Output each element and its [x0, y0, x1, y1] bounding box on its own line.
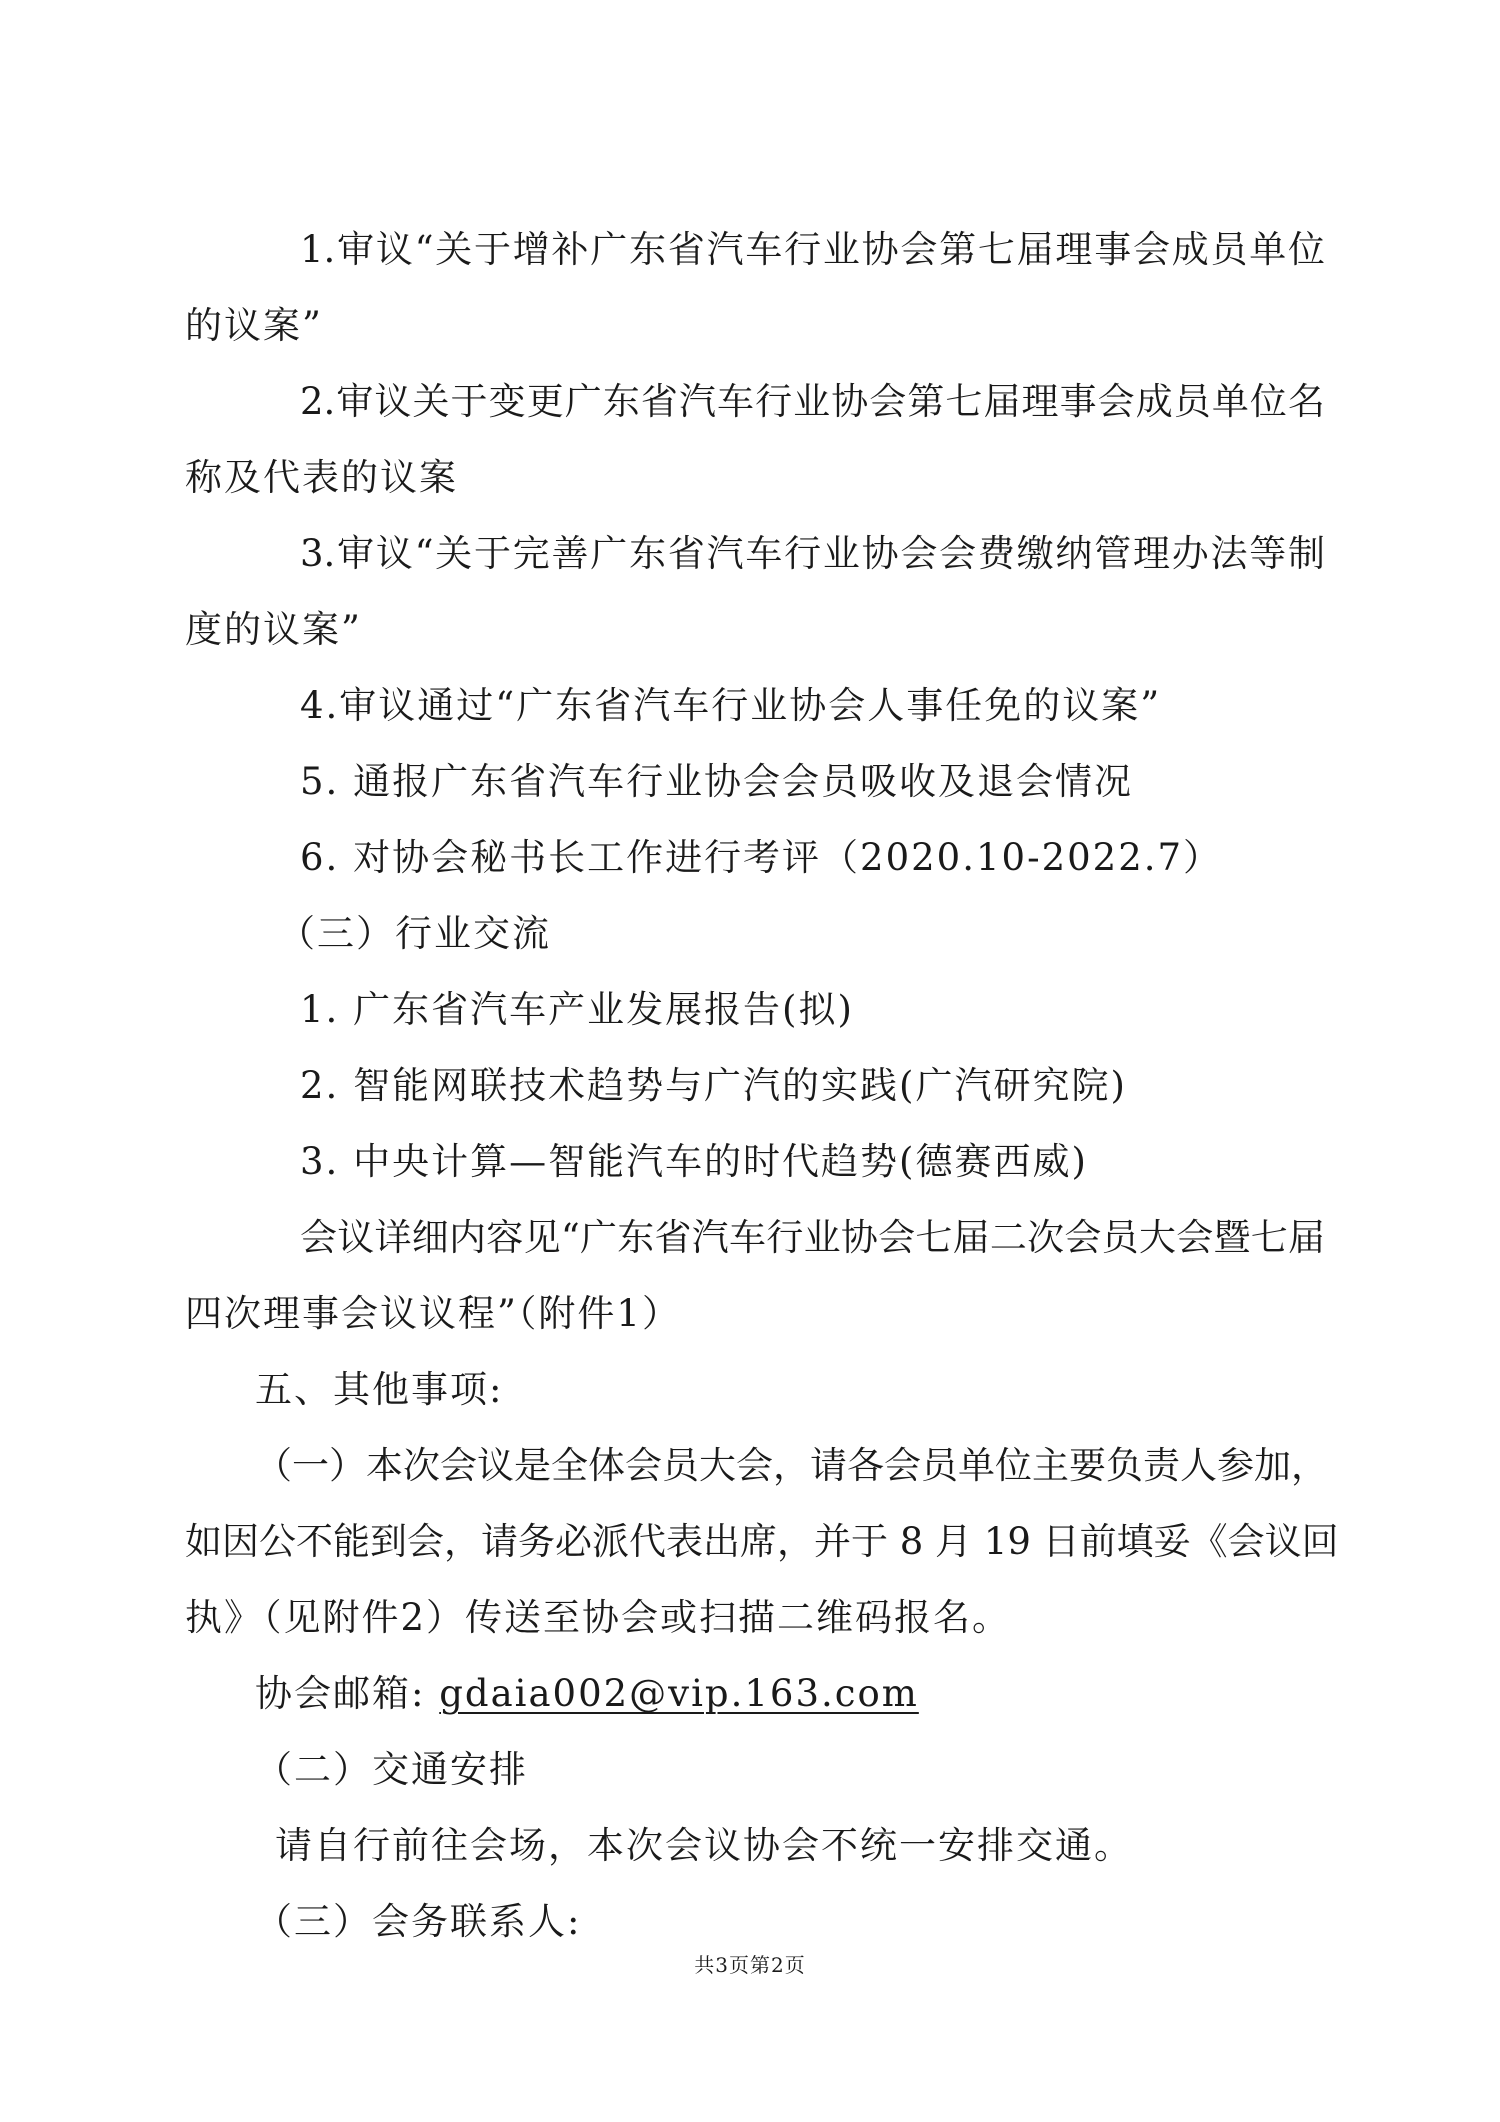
association-email-row	[255, 1670, 919, 1718]
agenda-item-6: 6. 对协会秘书长工作进行考评（2020.10-2022.7）	[300, 836, 1223, 879]
section-heading-contact: （三）会务联系人:	[255, 1900, 582, 1943]
exchange-item-3: 3. 中央计算—智能汽车的时代趋势(德赛西威)	[300, 1140, 1088, 1183]
exchange-item-2: 2. 智能网联技术趋势与广汽的实践(广汽研究院)	[300, 1064, 1127, 1107]
page-footer: 共3页第2页	[694, 1953, 806, 1977]
email-label: 协会邮箱:	[255, 1672, 440, 1715]
agenda-item-3-line-1: 3.审议“关于完善广东省汽车行业协会会费缴纳管理办法等制	[300, 532, 1325, 575]
meeting-details-line-1: 会议详细内容见“广东省汽车行业协会七届二次会员大会暨七届	[300, 1216, 1325, 1259]
agenda-item-4: 4.审议通过“广东省汽车行业协会人事任免的议案”	[300, 684, 1162, 727]
meeting-details-line-2: 四次理事会议议程”（附件1）	[185, 1292, 681, 1335]
agenda-item-2-line-1: 2.审议关于变更广东省汽车行业协会第七届理事会成员单位名	[300, 380, 1325, 423]
attendance-note-line-2: 如因公不能到会，请务必派代表出席，并于 8 月 19 日前填妥《会议回	[185, 1520, 1339, 1563]
section-heading-transport: （二）交通安排	[255, 1748, 528, 1791]
attendance-note-line-1: （一）本次会议是全体会员大会，请各会员单位主要负责人参加，	[255, 1444, 1328, 1487]
email-link[interactable]: gdaia002@vip.163.com	[439, 1672, 919, 1715]
section-heading-industry-exchange: （三）行业交流	[278, 912, 551, 955]
agenda-item-3-line-2: 度的议案”	[185, 608, 362, 651]
agenda-item-2-line-2: 称及代表的议案	[185, 456, 458, 499]
attendance-note-line-3: 执》（见附件2）传送至协会或扫描二维码报名。	[185, 1596, 1012, 1639]
exchange-item-1: 1. 广东省汽车产业发展报告(拟)	[300, 988, 854, 1031]
section-heading-other-matters: 五、其他事项:	[255, 1368, 504, 1411]
agenda-item-1-line-2: 的议案”	[185, 304, 323, 347]
agenda-item-5: 5. 通报广东省汽车行业协会会员吸收及退会情况	[300, 760, 1134, 803]
transport-note: 请自行前往会场，本次会议协会不统一安排交通。	[275, 1824, 1133, 1867]
agenda-item-1-line-1: 1.审议“关于增补广东省汽车行业协会第七届理事会成员单位	[300, 228, 1325, 271]
